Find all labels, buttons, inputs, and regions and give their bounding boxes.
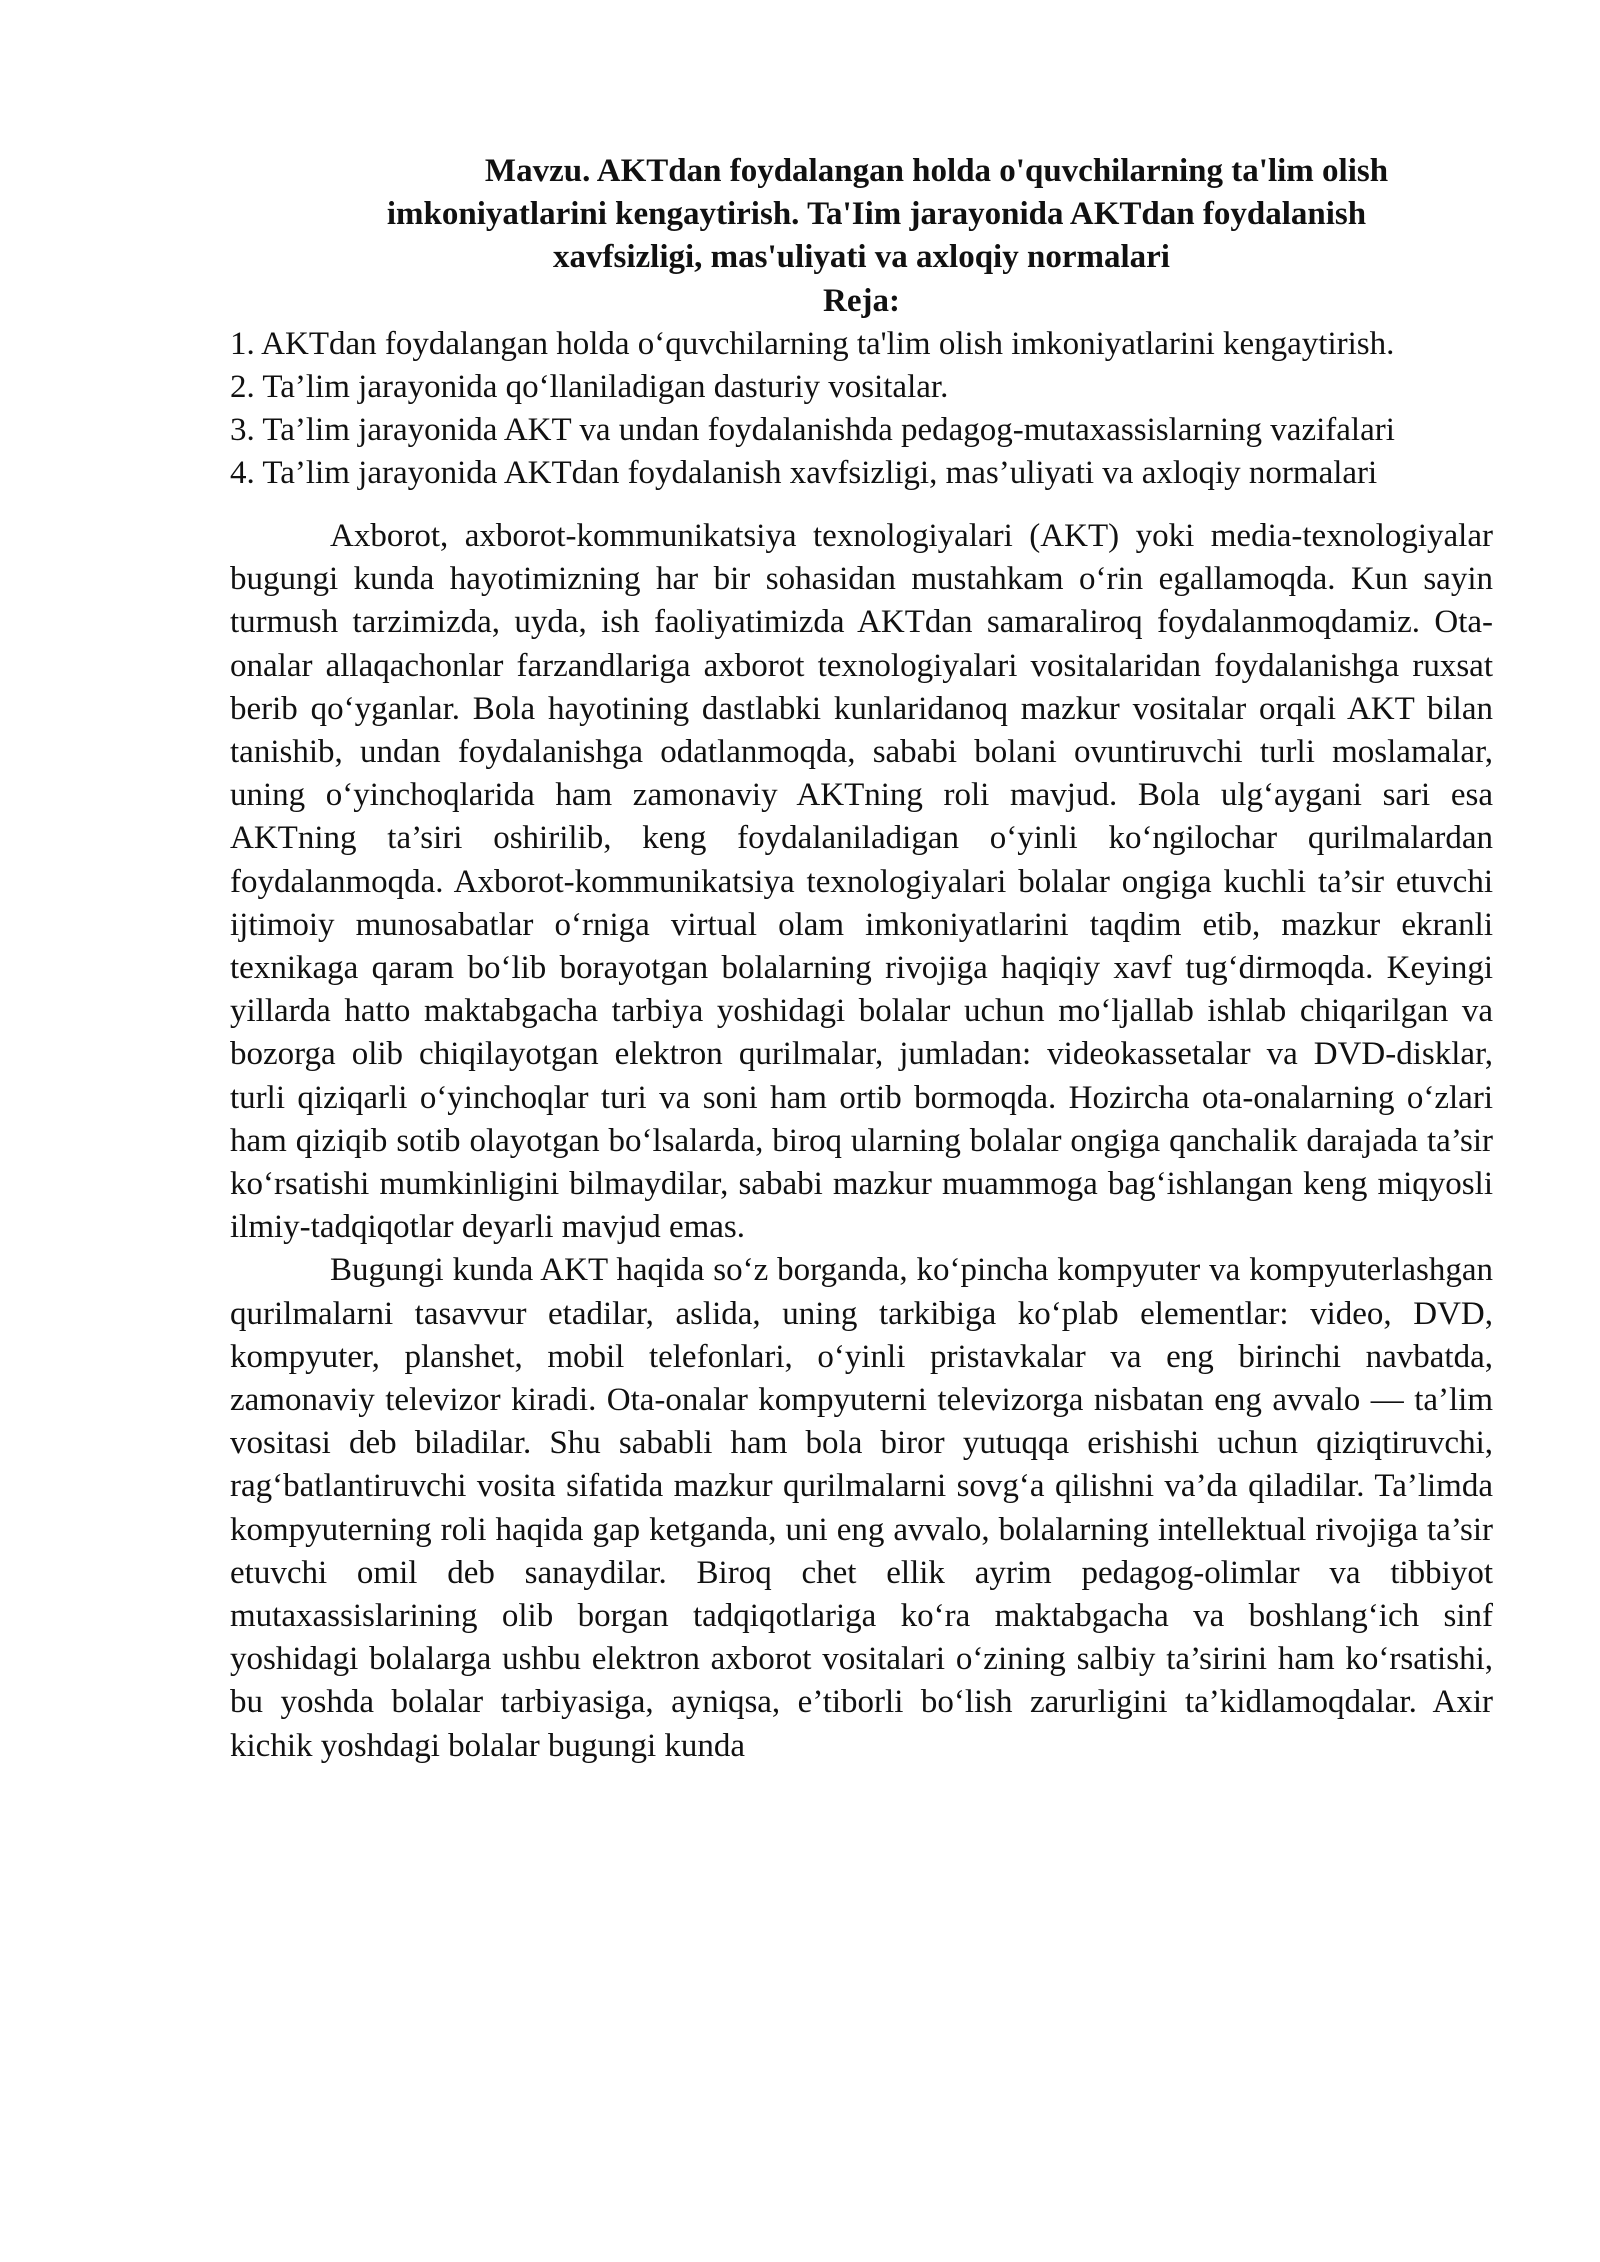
- plan-item: 4. Ta’lim jarayonida AKTdan foydalanish xavfsizligi, mas’uliyati va axloqiy normalari: [230, 455, 1378, 491]
- document-page: [230, 150, 1493, 2210]
- plan-item: 1. AKTdan foydalangan holda o‘quvchilarning ta'lim olish imkoniyatlarini kengaytirish.: [230, 326, 1395, 362]
- plan-list: [230, 323, 1493, 495]
- document-title: [230, 150, 1493, 279]
- title-line-2: imkoniyatlarini kengaytirish. Ta'Iim jarayonida AKTdan foydalanish: [386, 196, 1367, 232]
- plan-item: 2. Ta’lim jarayonida qo‘llaniladigan dasturiy vositalar.: [230, 369, 949, 405]
- title-line-3: xavfsizligi, mas'uliyati va axloqiy normalari: [553, 239, 1170, 275]
- body-paragraph-2: Bugungi kunda AKT haqida so‘z borganda, ko‘pincha kompyuter va kompyuterlashgan qurilmalarni tasavvur etadilar, aslida, uning tarkibiga ko‘plab elementlar: video, DVD, kompyuter, planshet, mobil telefonlari, o‘yinli pristavkalar va eng birinchi navbatda, zamonaviy televizor kiradi. Ota-onalar kompyuterni televizorga nisbatan eng avvalo — ta’lim vositasi deb biladilar. Shu sababli ham bola biror yutuqqa erishishi uchun qiziqtiruvchi, rag‘batlantiruvchi vosita sifatida mazkur qurilmalarni sovg‘a qilishni va’da qiladilar. Ta’limda kompyuterning roli haqida gap ketganda, uni eng avvalo, bolalarning intellektual rivojiga ta’sir etuvchi omil deb sanaydilar. Biroq chet ellik ayrim pedagog-olimlar va tibbiyot mutaxassislarining olib borgan tadqiqotlariga ko‘ra maktabgacha va boshlang‘ich sinf yoshidagi bolalarga ushbu elektron axborot vositalari o‘zining salbiy ta’sirini ham ko‘rsatishi, bu yoshda bolalar tarbiyasiga, ayniqsa, e’tiborli bo‘lish zarurligini ta’kidlamoqdalar. Axir kichik yoshdagi bolalar bugungi kunda: [230, 1252, 1493, 1764]
- plan-heading: Reja:: [823, 283, 900, 319]
- plan-item: 3. Ta’lim jarayonida AKT va undan foydalanishda pedagog-mutaxassislarning vazifalari: [230, 412, 1395, 448]
- title-line-1: Mavzu. AKTdan foydalangan holda o'quvchilarning ta'lim olish: [484, 153, 1389, 189]
- body-paragraph-1: Axborot, axborot-kommunikatsiya texnologiyalari (AKT) yoki media-texnologiyalar bugungi kunda hayotimizning har bir sohasidan mustahkam o‘rin egallamoqda. Kun sayin turmush tarzimizda, uyda, ish faoliyatimizda AKTdan samaraliroq foydalanmoqdamiz. Ota-onalar allaqachonlar farzandlariga axborot texnologiyalari vositalaridan foydalanishga ruxsat berib qo‘yganlar. Bola hayotining dastlabki kunlaridanoq mazkur vositalar orqali AKT bilan tanishib, undan foydalanishga odatlanmoqda, sababi bolani ovuntiruvchi turli moslamalar, uning o‘yinchoqlarida ham zamonaviy AKTning roli mavjud. Bola ulg‘aygani sari esa AKTning ta’siri oshirilib, keng foydalaniladigan o‘yinli ko‘ngilochar qurilmalardan foydalanmoqda. Axborot-kommunikatsiya texnologiyalari bolalar ongiga kuchli ta’sir etuvchi ijtimoiy munosabatlar o‘rniga virtual olam imkoniyatlarini taqdim etib, mazkur ekranli texnikaga qaram bo‘lib borayotgan bolalarning rivojiga haqiqiy xavf tug‘dirmoqda. Keyingi yillarda hatto maktabgacha tarbiya yoshidagi bolalar uchun mo‘ljallab ishlab chiqarilgan va bozorga olib chiqilayotgan elektron qurilmalar, jumladan: videokassetalar va DVD-disklar, turli qiziqarli o‘yinchoqlar turi va soni ham ortib bormoqda. Hozircha ota-onalarning o‘zlari ham qiziqib sotib olayotgan bo‘lsalarda, biroq ularning bolalar ongiga qanchalik darajada ta’sir ko‘rsatishi mumkinligini bilmaydilar, sababi mazkur muammoga bag‘ishlangan keng miqyosli ilmiy-tadqiqotlar deyarli mavjud emas.: [230, 518, 1493, 1246]
